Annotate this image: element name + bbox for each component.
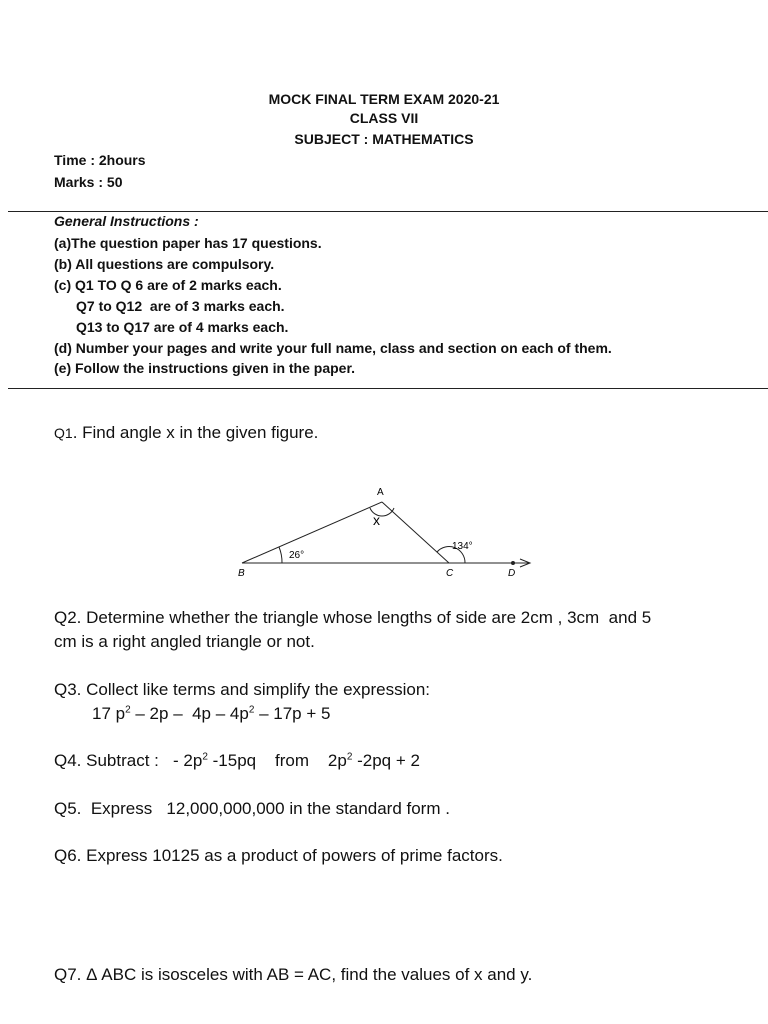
instruction-item: (b) All questions are compulsory. — [54, 256, 275, 272]
question-4-prefix: Q4. Subtract : - 2p — [54, 751, 203, 770]
time-label: Time : 2hours — [54, 152, 146, 168]
angle-b-label: 26° — [289, 550, 305, 561]
exam-title: MOCK FINAL TERM EXAM 2020-21 — [268, 91, 500, 107]
point-d — [511, 561, 515, 565]
question-1-number: Q1 — [54, 425, 73, 441]
question-7: Q7. Δ ABC is isosceles with AB = AC, find the values of x and y. — [54, 965, 533, 984]
question-3-expression: 17 $p^2 - 2p - 4p - 4p^2 - 17p + 5$ — [92, 704, 331, 723]
subject-label: SUBJECT : MATHEMATICS — [294, 131, 474, 147]
divider-top — [8, 211, 768, 212]
question-2-line-1: Q2. Determine whether the triangle whose lengths of side are 2cm , 3cm and 5 — [54, 608, 652, 627]
instruction-item: (a)The question paper has 17 questions. — [54, 235, 322, 251]
question-4-suffix: -2pq + 2 — [352, 751, 420, 770]
question-5: Q5. Express 12,000,000,000 in the standard form . — [54, 799, 450, 818]
triangle-figure — [230, 480, 550, 580]
question-6: Q6. Express 10125 as a product of powers of prime factors. — [54, 846, 503, 865]
question-4-mid: -15pq from 2p — [207, 751, 347, 770]
question-1 — [54, 423, 318, 443]
class-label: CLASS VII — [349, 110, 419, 126]
label-b: B — [238, 568, 245, 579]
instruction-item: (c) Q1 TO Q 6 are of 2 marks each. — [54, 277, 282, 293]
label-d: D — [508, 568, 516, 579]
question-1-text: . Find angle x in the given figure. — [72, 423, 319, 442]
line-ab — [242, 502, 382, 563]
question-2-line-2: cm is a right angled triangle or not. — [54, 632, 315, 651]
divider-bottom — [8, 388, 768, 389]
instructions-title: General Instructions : — [54, 213, 199, 229]
angle-ext-label: 134° — [452, 541, 473, 552]
question-3-line-1: Q3. Collect like terms and simplify the expression: — [54, 680, 431, 699]
label-c: C — [446, 568, 454, 579]
marks-label: Marks : 50 — [54, 174, 123, 190]
instruction-item: (e) Follow the instructions given in the paper. — [54, 360, 356, 376]
instruction-item: Q13 to Q17 are of 4 marks each. — [76, 319, 289, 335]
question-4: Q4. Subtract : - $2p^2$ -15pq from $2p^2$ -2pq + 2 — [54, 751, 420, 770]
angle-b-arc — [279, 547, 282, 563]
label-a: A — [377, 487, 384, 498]
label-x: x — [373, 512, 380, 528]
instruction-item: Q7 to Q12 are of 3 marks each. — [76, 298, 285, 314]
instruction-item: (d) Number your pages and write your full name, class and section on each of them. — [54, 340, 612, 356]
